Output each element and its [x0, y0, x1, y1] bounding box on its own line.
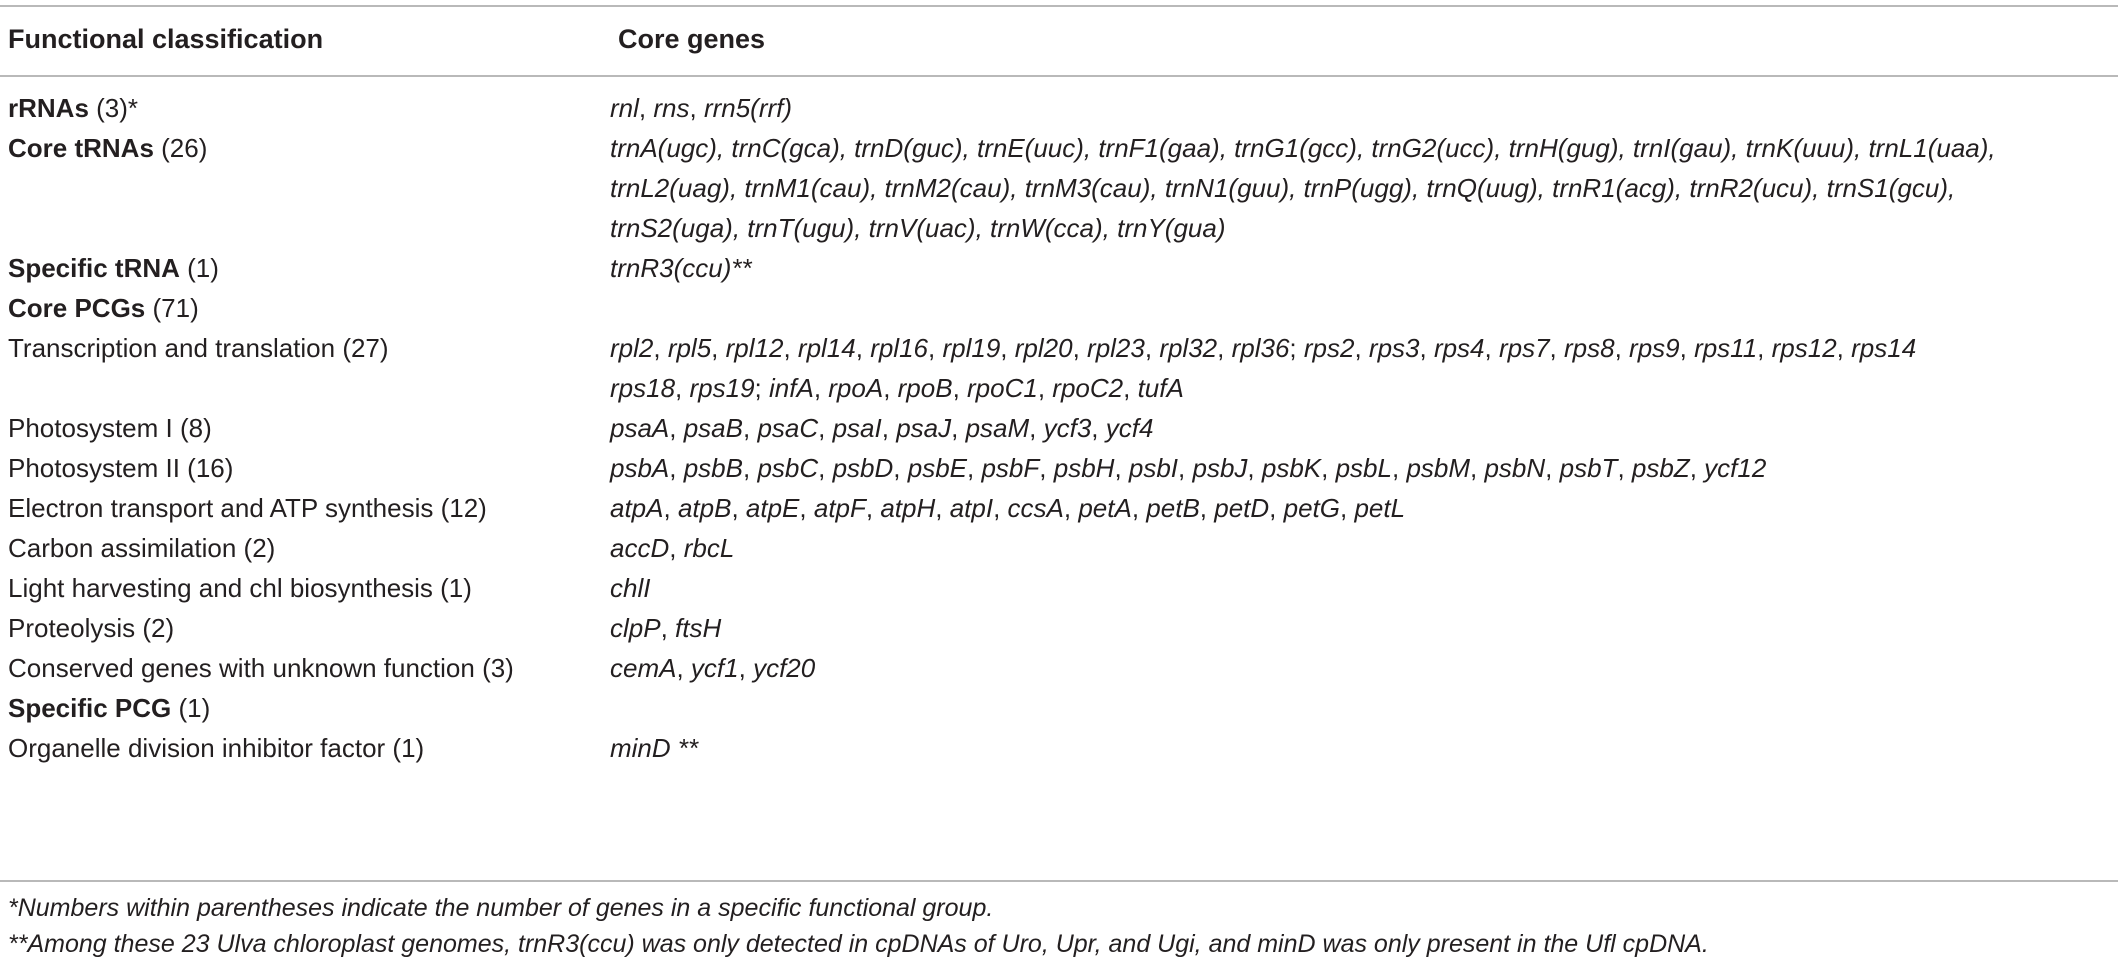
gene-name: psaJ	[896, 413, 952, 443]
table-row	[0, 128, 2118, 248]
gene-name: petD	[1214, 493, 1270, 523]
group-title: Specific PCG	[8, 693, 172, 723]
genes-cell	[610, 88, 2110, 128]
classification-cell	[0, 528, 610, 568]
classification-cell	[0, 88, 610, 128]
gene-name: ycf20	[753, 653, 816, 683]
separator: ,	[1000, 333, 1015, 363]
gene-name: ycf4	[1105, 413, 1154, 443]
separator: ,	[893, 453, 908, 483]
separator: ,	[1178, 453, 1193, 483]
gene-name: petL	[1354, 493, 1406, 523]
classification-cell	[0, 568, 610, 608]
separator: ,	[1072, 333, 1088, 363]
separator: ,	[653, 333, 668, 363]
separator: ,	[1617, 453, 1632, 483]
gene-name: rps12	[1771, 333, 1837, 363]
separator: ,	[1757, 333, 1772, 363]
gene-name: atpI	[949, 493, 994, 523]
gene-name: rps19	[689, 373, 755, 403]
classification-cell	[0, 288, 610, 328]
genes-cell	[610, 408, 2110, 448]
gene-line: trnL2(uag), trnM1(cau), trnM2(cau), trnM3(cau), trnN1(guu), trnP(ugg), trnQ(uug), trnR1(acg), trnR2(ucu), trnS1(gcu),	[610, 173, 1956, 203]
separator: ,	[1217, 333, 1232, 363]
gene-name: rpl36	[1231, 333, 1290, 363]
gene-name: chlI	[610, 573, 651, 603]
gene-name: psaA	[610, 413, 670, 443]
separator: ,	[1199, 493, 1215, 523]
gene-name: rps9	[1629, 333, 1680, 363]
gene-name: rpl20	[1014, 333, 1073, 363]
separator: ;	[1289, 333, 1304, 363]
subgroup-label: Photosystem I (8)	[8, 413, 212, 443]
separator: ,	[1063, 493, 1079, 523]
group-count: (1)	[179, 253, 219, 283]
separator: ,	[711, 333, 726, 363]
gene-line	[610, 333, 1916, 363]
separator: ,	[1689, 453, 1705, 483]
table-row	[0, 88, 2118, 128]
classification-cell	[0, 448, 610, 488]
gene-name: rpl5	[667, 333, 712, 363]
group-count: (26)	[153, 133, 208, 163]
gene-name: rpl2	[610, 333, 654, 363]
separator: ,	[1470, 453, 1485, 483]
classification-cell	[0, 128, 610, 168]
header-functional-classification: Functional classification	[8, 24, 324, 54]
gene-name: psbZ	[1631, 453, 1690, 483]
gene-name: accD	[610, 533, 670, 563]
separator: ,	[1247, 453, 1262, 483]
gene-name: rns	[653, 93, 690, 123]
group-count: (71)	[145, 293, 199, 323]
gene-name: infA	[769, 373, 814, 403]
separator: ,	[1545, 453, 1560, 483]
gene-name: ycf1	[690, 653, 739, 683]
separator: ,	[660, 613, 676, 643]
gene-name: atpA	[610, 493, 664, 523]
group-title: Core PCGs	[8, 293, 146, 323]
gene-name: psbF	[981, 453, 1040, 483]
separator: ,	[669, 533, 684, 563]
gene-name: psbT	[1559, 453, 1618, 483]
classification-cell	[0, 688, 610, 728]
separator: ,	[1419, 333, 1434, 363]
gene-line: trnA(ugc), trnC(gca), trnD(guc), trnE(uuc), trnF1(gaa), trnG1(gcc), trnG2(ucc), trnH(gug), trnI(gau), trnK(uuu), trnL1(uaa),	[610, 133, 1996, 163]
gene-name: petG	[1283, 493, 1340, 523]
genes-cell	[610, 608, 2110, 648]
gene-name: rps14	[1851, 333, 1917, 363]
classification-cell	[0, 488, 610, 528]
gene-name: psaI	[832, 413, 882, 443]
classification-cell	[0, 248, 610, 288]
separator: ,	[1131, 493, 1147, 523]
classification-cell	[0, 608, 610, 648]
separator: ,	[818, 453, 833, 483]
separator: ,	[742, 453, 758, 483]
separator: ,	[1039, 453, 1054, 483]
gene-name: clpP	[610, 613, 661, 643]
genes-cell	[610, 648, 2110, 688]
gene-name: psbC	[757, 453, 819, 483]
separator: ,	[865, 493, 881, 523]
separator: ,	[1484, 333, 1499, 363]
gene-line	[610, 373, 1184, 403]
gene-name: ycf3	[1043, 413, 1092, 443]
gene-name: ccsA	[1007, 493, 1064, 523]
separator: ,	[1614, 333, 1630, 363]
group-title: rRNAs	[8, 93, 89, 123]
separator: ,	[669, 453, 684, 483]
separator: ,	[951, 413, 966, 443]
table-row	[0, 248, 2118, 288]
gene-name: rpl14	[797, 333, 856, 363]
genes-cell	[610, 248, 2110, 288]
gene-name: psbK	[1261, 453, 1322, 483]
gene-name: rpl32	[1159, 333, 1218, 363]
group-title: Specific tRNA	[8, 253, 180, 283]
separator: ,	[638, 93, 654, 123]
table-row	[0, 568, 2118, 608]
gene-name: psbM	[1406, 453, 1471, 483]
gene-name: rpoC2	[1052, 373, 1124, 403]
separator: ,	[818, 413, 833, 443]
separator: ,	[1144, 333, 1160, 363]
genes-cell	[610, 728, 2110, 768]
gene-name: rps3	[1368, 333, 1420, 363]
gene-name: rpl19	[942, 333, 1001, 363]
separator: ,	[663, 493, 678, 523]
subgroup-label: Organelle division inhibitor factor (1)	[8, 733, 425, 763]
gene-name: rnl	[610, 93, 639, 123]
table-header	[0, 18, 2118, 70]
separator: ,	[1321, 453, 1336, 483]
gene-text: trnR3(ccu)**	[610, 253, 752, 283]
separator: ,	[689, 93, 704, 123]
subgroup-label: Proteolysis (2)	[8, 613, 175, 643]
table-body	[0, 88, 2118, 768]
gene-name: petA	[1078, 493, 1132, 523]
separator: ,	[675, 373, 690, 403]
gene-name: rrn5(rrf)	[703, 93, 793, 123]
gene-name: rps18	[610, 373, 676, 403]
table-row	[0, 608, 2118, 648]
classification-cell	[0, 328, 610, 368]
gene-name: rpl23	[1087, 333, 1145, 363]
separator: ,	[1354, 333, 1369, 363]
separator: ,	[935, 493, 950, 523]
gene-name: rps11	[1694, 333, 1758, 363]
subgroup-label: Carbon assimilation (2)	[8, 533, 276, 563]
gene-name: psbI	[1128, 453, 1179, 483]
gene-name: rpl12	[725, 333, 784, 363]
gene-name: psbH	[1053, 453, 1115, 483]
gene-name: psbA	[610, 453, 670, 483]
separator: ,	[731, 493, 746, 523]
gene-name: psbL	[1335, 453, 1392, 483]
gene-name: ycf12	[1704, 453, 1767, 483]
separator: ,	[1836, 333, 1852, 363]
separator: ,	[783, 333, 798, 363]
classification-cell	[0, 648, 610, 688]
separator: ;	[754, 373, 769, 403]
separator: ,	[738, 653, 754, 683]
separator: ,	[993, 493, 1008, 523]
classification-cell	[0, 408, 610, 448]
genes-cell	[610, 448, 2110, 488]
genes-cell	[610, 528, 2110, 568]
separator: ,	[967, 453, 982, 483]
separator: ,	[855, 333, 871, 363]
subgroup-label: Conserved genes with unknown function (3)	[8, 653, 514, 683]
separator: ,	[799, 493, 814, 523]
group-title: Core tRNAs	[8, 133, 154, 163]
separator: ,	[881, 413, 897, 443]
gene-name: psbN	[1484, 453, 1546, 483]
footnotes	[8, 890, 2108, 962]
gene-line: trnS2(uga), trnT(ugu), trnV(uac), trnW(cca), trnY(gua)	[610, 213, 1226, 243]
gene-name: rps7	[1498, 333, 1550, 363]
gene-name: petB	[1146, 493, 1200, 523]
gene-text: minD **	[610, 733, 699, 763]
gene-name: rpoC1	[967, 373, 1038, 403]
gene-name: rps8	[1564, 333, 1615, 363]
separator: ,	[952, 373, 968, 403]
genes-cell	[610, 128, 2110, 248]
gene-name: atpF	[813, 493, 866, 523]
table-row	[0, 488, 2118, 528]
table-row	[0, 728, 2118, 768]
gene-name: psaB	[683, 413, 743, 443]
table-row	[0, 648, 2118, 688]
gene-name: psaC	[757, 413, 819, 443]
subgroup-label: Electron transport and ATP synthesis (12)	[8, 493, 487, 523]
separator: ,	[1114, 453, 1129, 483]
gene-name: atpE	[745, 493, 800, 523]
separator: ,	[669, 413, 684, 443]
separator: ,	[1091, 413, 1106, 443]
gene-name: atpH	[880, 493, 936, 523]
group-count: (3)*	[88, 93, 139, 123]
genes-cell	[610, 328, 2110, 408]
header-core-genes: Core genes	[618, 24, 766, 54]
separator: ,	[1391, 453, 1407, 483]
separator: ,	[1123, 373, 1138, 403]
footnote-2: **Among these 23 Ulva chloroplast genomes, trnR3(ccu) was only detected in cpDNAs of Uro, Upr, and Ugi, and minD was only present in the Ufl cpDNA.	[8, 930, 1709, 958]
separator: ,	[928, 333, 943, 363]
gene-name: psbB	[683, 453, 743, 483]
table-row	[0, 528, 2118, 568]
bottom-rule	[0, 880, 2118, 882]
separator: ,	[1037, 373, 1053, 403]
separator: ,	[1269, 493, 1284, 523]
group-count: (1)	[171, 693, 211, 723]
gene-name: tufA	[1137, 373, 1184, 403]
gene-name: rps2	[1303, 333, 1355, 363]
footnote-1: *Numbers within parentheses indicate the number of genes in a specific functional group.	[8, 894, 994, 922]
subgroup-label: Photosystem II (16)	[8, 453, 234, 483]
separator: ,	[742, 413, 758, 443]
classification-cell	[0, 728, 610, 768]
gene-name: psbJ	[1192, 453, 1248, 483]
gene-name: psaM	[965, 413, 1030, 443]
table-row	[0, 328, 2118, 408]
gene-name: ftsH	[675, 613, 722, 643]
gene-name: rbcL	[683, 533, 735, 563]
separator: ,	[1679, 333, 1695, 363]
subgroup-label: Light harvesting and chl biosynthesis (1)	[8, 573, 472, 603]
gene-name: rpoA	[828, 373, 884, 403]
subgroup-label: Transcription and translation (27)	[8, 333, 389, 363]
gene-name: psbE	[907, 453, 968, 483]
header-rule	[0, 75, 2118, 77]
table-row	[0, 448, 2118, 488]
gene-name: rpl16	[870, 333, 929, 363]
table-row	[0, 288, 2118, 328]
genes-cell	[610, 488, 2110, 528]
separator: ,	[1029, 413, 1044, 443]
top-rule	[0, 5, 2118, 7]
separator: ,	[1340, 493, 1355, 523]
gene-name: psbD	[832, 453, 894, 483]
genes-cell	[610, 568, 2110, 608]
separator: ,	[676, 653, 691, 683]
separator: ,	[813, 373, 829, 403]
gene-name: rps4	[1433, 333, 1485, 363]
separator: ,	[1549, 333, 1564, 363]
gene-name: cemA	[610, 653, 677, 683]
table-row	[0, 408, 2118, 448]
table-row	[0, 688, 2118, 728]
separator: ,	[883, 373, 898, 403]
gene-name: atpB	[677, 493, 732, 523]
gene-name: rpoB	[897, 373, 953, 403]
